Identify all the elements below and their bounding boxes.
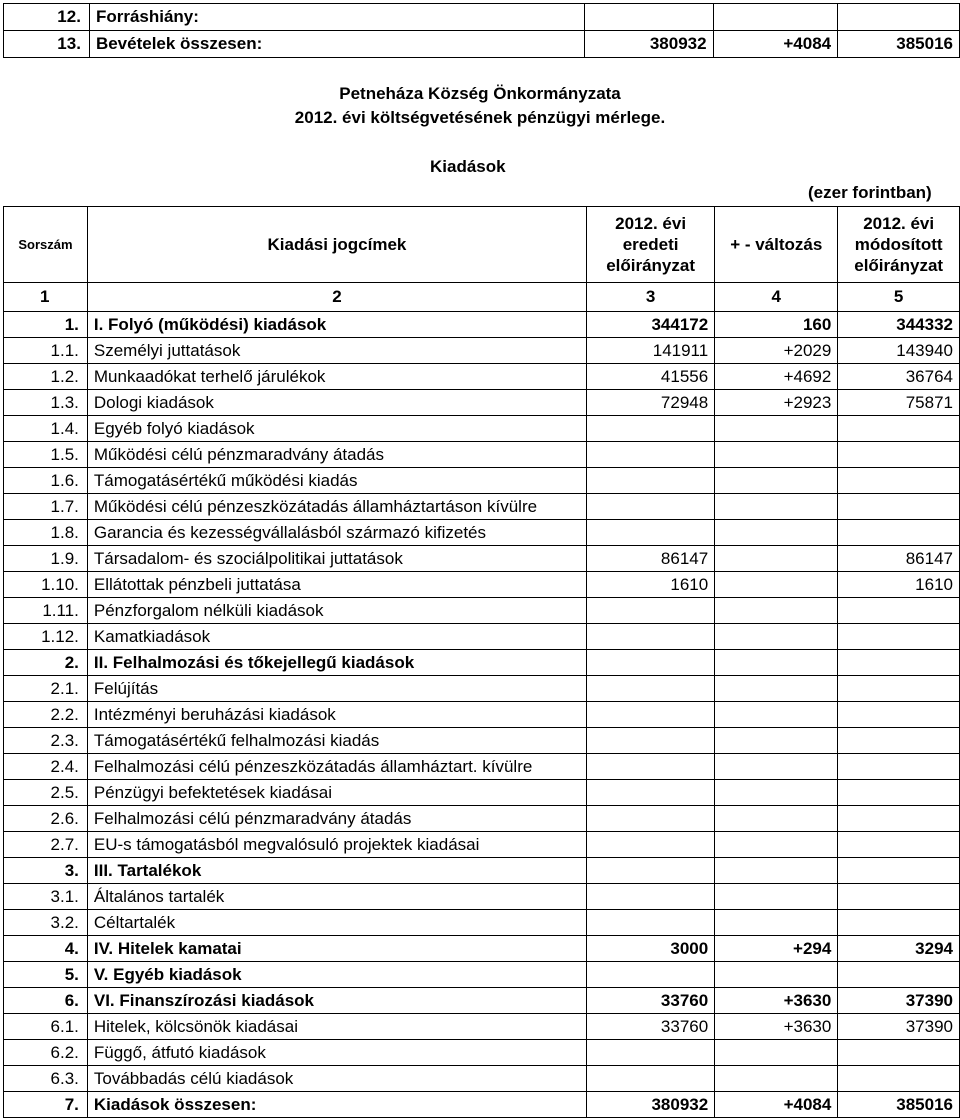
row-number: 2.2. — [4, 702, 88, 728]
row-original-value: 33760 — [586, 988, 714, 1014]
row-number: 6.2. — [4, 1040, 88, 1066]
table-row — [4, 650, 960, 676]
header-sorszam: Sorszám — [4, 207, 88, 283]
header-modified-line3: előirányzat — [854, 256, 944, 275]
row-label: Függő, átfutó kiadások — [87, 1040, 586, 1066]
row-change-value — [715, 962, 838, 988]
row-modified-value — [838, 650, 960, 676]
row-change-value: +2923 — [715, 390, 838, 416]
row-change-value — [715, 598, 838, 624]
row-original-value — [586, 728, 714, 754]
row-change-value — [715, 728, 838, 754]
row-original-value: 33760 — [586, 1014, 714, 1040]
row-number: 1.2. — [4, 364, 88, 390]
table-row — [4, 780, 960, 806]
row-original-value: 1610 — [586, 572, 714, 598]
column-number: 3 — [586, 283, 714, 312]
row-label: Forráshiány: — [89, 4, 584, 31]
table-row — [4, 702, 960, 728]
row-modified-value: 86147 — [838, 546, 960, 572]
section-title: Kiadások — [430, 157, 506, 176]
row-label: Egyéb folyó kiadások — [87, 416, 586, 442]
row-label: Működési célú pénzmaradvány átadás — [87, 442, 586, 468]
column-number: 5 — [838, 283, 960, 312]
row-modified-value: 75871 — [838, 390, 960, 416]
table-row — [4, 858, 960, 884]
row-modified-value — [838, 910, 960, 936]
row-original-value — [586, 910, 714, 936]
row-original-value: 141911 — [586, 338, 714, 364]
row-number: 1.1. — [4, 338, 88, 364]
row-number: 2.4. — [4, 754, 88, 780]
table-row — [4, 806, 960, 832]
row-number: 1.9. — [4, 546, 88, 572]
table-row — [4, 364, 960, 390]
row-modified-value — [838, 702, 960, 728]
row-original-value: 380932 — [584, 31, 713, 58]
table-row — [4, 910, 960, 936]
row-original-value — [586, 494, 714, 520]
row-original-value — [586, 520, 714, 546]
row-original-value: 72948 — [586, 390, 714, 416]
row-number: 2. — [4, 650, 88, 676]
row-modified-value — [838, 624, 960, 650]
row-change-value — [715, 754, 838, 780]
row-change-value — [715, 780, 838, 806]
row-label: Ellátottak pénzbeli juttatása — [87, 572, 586, 598]
row-modified-value: 36764 — [838, 364, 960, 390]
row-modified-value — [838, 884, 960, 910]
column-number: 2 — [87, 283, 586, 312]
row-change-value: +4084 — [713, 31, 838, 58]
row-modified-value — [838, 858, 960, 884]
table-row — [4, 1092, 960, 1118]
row-label: Támogatásértékű működési kiadás — [87, 468, 586, 494]
row-modified-value — [838, 416, 960, 442]
row-label: V. Egyéb kiadások — [87, 962, 586, 988]
row-number: 1.5. — [4, 442, 88, 468]
row-number: 6.3. — [4, 1066, 88, 1092]
row-modified-value — [838, 468, 960, 494]
table-row — [4, 728, 960, 754]
row-number: 3.2. — [4, 910, 88, 936]
row-number: 1.4. — [4, 416, 88, 442]
row-modified-value — [838, 442, 960, 468]
row-change-value — [715, 910, 838, 936]
row-label: III. Tartalékok — [87, 858, 586, 884]
row-number: 5. — [4, 962, 88, 988]
row-original-value — [586, 1040, 714, 1066]
row-label: Céltartalék — [87, 910, 586, 936]
row-change-value — [715, 1066, 838, 1092]
row-change-value: +4084 — [715, 1092, 838, 1118]
column-number: 1 — [4, 283, 88, 312]
table-row — [4, 676, 960, 702]
table-row — [4, 442, 960, 468]
table-row — [4, 1014, 960, 1040]
row-modified-value — [838, 1040, 960, 1066]
row-modified-value — [838, 806, 960, 832]
row-label: Általános tartalék — [87, 884, 586, 910]
row-label: Garancia és kezességvállalásból származó kifizetés — [87, 520, 586, 546]
row-number: 1.11. — [4, 598, 88, 624]
row-number: 1.12. — [4, 624, 88, 650]
unit-label: (ezer forintban) — [808, 183, 932, 202]
revenue-summary-table — [3, 3, 960, 58]
row-change-value: +294 — [715, 936, 838, 962]
row-label: Munkaadókat terhelő járulékok — [87, 364, 586, 390]
document-title-line2: 2012. évi költségvetésének pénzügyi mérlege. — [294, 108, 666, 127]
row-change-value — [715, 442, 838, 468]
header-original-line2: eredeti — [622, 235, 679, 254]
row-change-value — [715, 884, 838, 910]
row-number: 2.5. — [4, 780, 88, 806]
row-change-value — [715, 806, 838, 832]
row-change-value — [715, 520, 838, 546]
document-title-line1: Petneháza Község Önkormányzata — [339, 84, 621, 103]
header-original — [586, 207, 714, 283]
column-number-row — [4, 283, 960, 312]
row-label: VI. Finanszírozási kiadások — [87, 988, 586, 1014]
row-original-value — [586, 676, 714, 702]
row-change-value — [715, 546, 838, 572]
row-change-value — [715, 468, 838, 494]
row-modified-value: 37390 — [838, 988, 960, 1014]
row-number: 3. — [4, 858, 88, 884]
row-original-value: 41556 — [586, 364, 714, 390]
row-modified-value — [838, 598, 960, 624]
row-label: Továbbadás célú kiadások — [87, 1066, 586, 1092]
row-modified-value — [838, 728, 960, 754]
row-modified-value: 385016 — [838, 31, 960, 58]
header-jogcim: Kiadási jogcímek — [87, 207, 586, 283]
column-number: 4 — [715, 283, 838, 312]
row-label: Pénzügyi befektetések kiadásai — [87, 780, 586, 806]
row-number: 3.1. — [4, 884, 88, 910]
row-label: Felújítás — [87, 676, 586, 702]
row-original-value — [586, 884, 714, 910]
row-change-value — [715, 858, 838, 884]
row-number: 2.6. — [4, 806, 88, 832]
row-original-value — [586, 754, 714, 780]
row-original-value — [586, 624, 714, 650]
row-modified-value — [838, 754, 960, 780]
row-number: 6.1. — [4, 1014, 88, 1040]
table-row — [4, 546, 960, 572]
row-label: Társadalom- és szociálpolitikai juttatások — [87, 546, 586, 572]
row-label: I. Folyó (működési) kiadások — [87, 312, 586, 338]
header-original-line3: előirányzat — [606, 256, 695, 275]
table-row — [4, 832, 960, 858]
header-modified — [838, 207, 960, 283]
row-original-value — [586, 780, 714, 806]
row-number: 6. — [4, 988, 88, 1014]
row-original-value — [586, 1066, 714, 1092]
table-row — [4, 572, 960, 598]
row-modified-value — [838, 520, 960, 546]
row-change-value — [715, 494, 838, 520]
row-change-value — [715, 1040, 838, 1066]
row-original-value — [586, 650, 714, 676]
row-original-value: 344172 — [586, 312, 714, 338]
row-label: IV. Hitelek kamatai — [87, 936, 586, 962]
table-row — [4, 338, 960, 364]
row-modified-value — [838, 962, 960, 988]
row-label: Felhalmozási célú pénzeszközátadás államháztart. kívülre — [87, 754, 586, 780]
row-number: 7. — [4, 1092, 88, 1118]
table-row — [4, 1040, 960, 1066]
row-modified-value — [838, 494, 960, 520]
row-change-value — [713, 4, 838, 31]
row-number: 2.1. — [4, 676, 88, 702]
row-modified-value: 3294 — [838, 936, 960, 962]
header-change: + - változás — [715, 207, 838, 283]
table-row — [4, 624, 960, 650]
table-row — [4, 468, 960, 494]
row-change-value: +2029 — [715, 338, 838, 364]
row-modified-value — [838, 1066, 960, 1092]
table-row — [4, 936, 960, 962]
table-row — [4, 520, 960, 546]
row-change-value — [715, 624, 838, 650]
row-original-value: 86147 — [586, 546, 714, 572]
table-row — [4, 754, 960, 780]
table-row — [4, 31, 960, 58]
row-number: 1.6. — [4, 468, 88, 494]
row-label: Hitelek, kölcsönök kiadásai — [87, 1014, 586, 1040]
row-change-value — [715, 416, 838, 442]
row-number: 1. — [4, 312, 88, 338]
row-original-value — [586, 858, 714, 884]
row-change-value — [715, 676, 838, 702]
row-number: 1.10. — [4, 572, 88, 598]
row-label: Intézményi beruházási kiadások — [87, 702, 586, 728]
row-original-value — [586, 806, 714, 832]
row-change-value: +3630 — [715, 988, 838, 1014]
table-row — [4, 962, 960, 988]
row-modified-value: 385016 — [838, 1092, 960, 1118]
header-modified-line2: módosított — [854, 235, 943, 254]
row-label: Kiadások összesen: — [87, 1092, 586, 1118]
table-row — [4, 416, 960, 442]
row-label: Pénzforgalom nélküli kiadások — [87, 598, 586, 624]
row-label: Bevételek összesen: — [89, 31, 584, 58]
row-original-value — [586, 832, 714, 858]
table-row — [4, 598, 960, 624]
row-original-value: 3000 — [586, 936, 714, 962]
header-modified-line1: 2012. évi — [863, 214, 935, 233]
table-row — [4, 1066, 960, 1092]
table-row — [4, 988, 960, 1014]
table-row — [4, 884, 960, 910]
row-change-value — [715, 702, 838, 728]
table-header-row — [4, 207, 960, 283]
row-number: 2.3. — [4, 728, 88, 754]
row-modified-value — [838, 4, 960, 31]
row-number: 13. — [4, 31, 90, 58]
row-change-value: +3630 — [715, 1014, 838, 1040]
row-number: 4. — [4, 936, 88, 962]
row-change-value — [715, 572, 838, 598]
row-change-value — [715, 650, 838, 676]
table-row — [4, 4, 960, 31]
row-change-value: 160 — [715, 312, 838, 338]
table-row — [4, 494, 960, 520]
row-original-value: 380932 — [586, 1092, 714, 1118]
row-modified-value: 344332 — [838, 312, 960, 338]
row-label: Személyi juttatások — [87, 338, 586, 364]
table-row — [4, 312, 960, 338]
table-row — [4, 390, 960, 416]
row-number: 1.3. — [4, 390, 88, 416]
row-modified-value — [838, 780, 960, 806]
row-number: 1.8. — [4, 520, 88, 546]
expenditure-table — [3, 206, 960, 1118]
row-modified-value — [838, 676, 960, 702]
row-label: Felhalmozási célú pénzmaradvány átadás — [87, 806, 586, 832]
row-label: Támogatásértékű felhalmozási kiadás — [87, 728, 586, 754]
row-original-value — [584, 4, 713, 31]
header-original-line1: 2012. évi — [615, 214, 687, 233]
row-label: Dologi kiadások — [87, 390, 586, 416]
row-change-value — [715, 832, 838, 858]
row-label: Kamatkiadások — [87, 624, 586, 650]
row-label: Működési célú pénzeszközátadás államháztartáson kívülre — [87, 494, 586, 520]
row-original-value — [586, 598, 714, 624]
row-label: EU-s támogatásból megvalósuló projektek kiadásai — [87, 832, 586, 858]
row-number: 12. — [4, 4, 90, 31]
row-modified-value: 143940 — [838, 338, 960, 364]
row-change-value: +4692 — [715, 364, 838, 390]
row-original-value — [586, 962, 714, 988]
row-number: 1.7. — [4, 494, 88, 520]
row-original-value — [586, 702, 714, 728]
row-modified-value — [838, 832, 960, 858]
row-original-value — [586, 442, 714, 468]
row-modified-value: 1610 — [838, 572, 960, 598]
row-original-value — [586, 468, 714, 494]
row-label: II. Felhalmozási és tőkejellegű kiadások — [87, 650, 586, 676]
row-original-value — [586, 416, 714, 442]
row-modified-value: 37390 — [838, 1014, 960, 1040]
row-number: 2.7. — [4, 832, 88, 858]
